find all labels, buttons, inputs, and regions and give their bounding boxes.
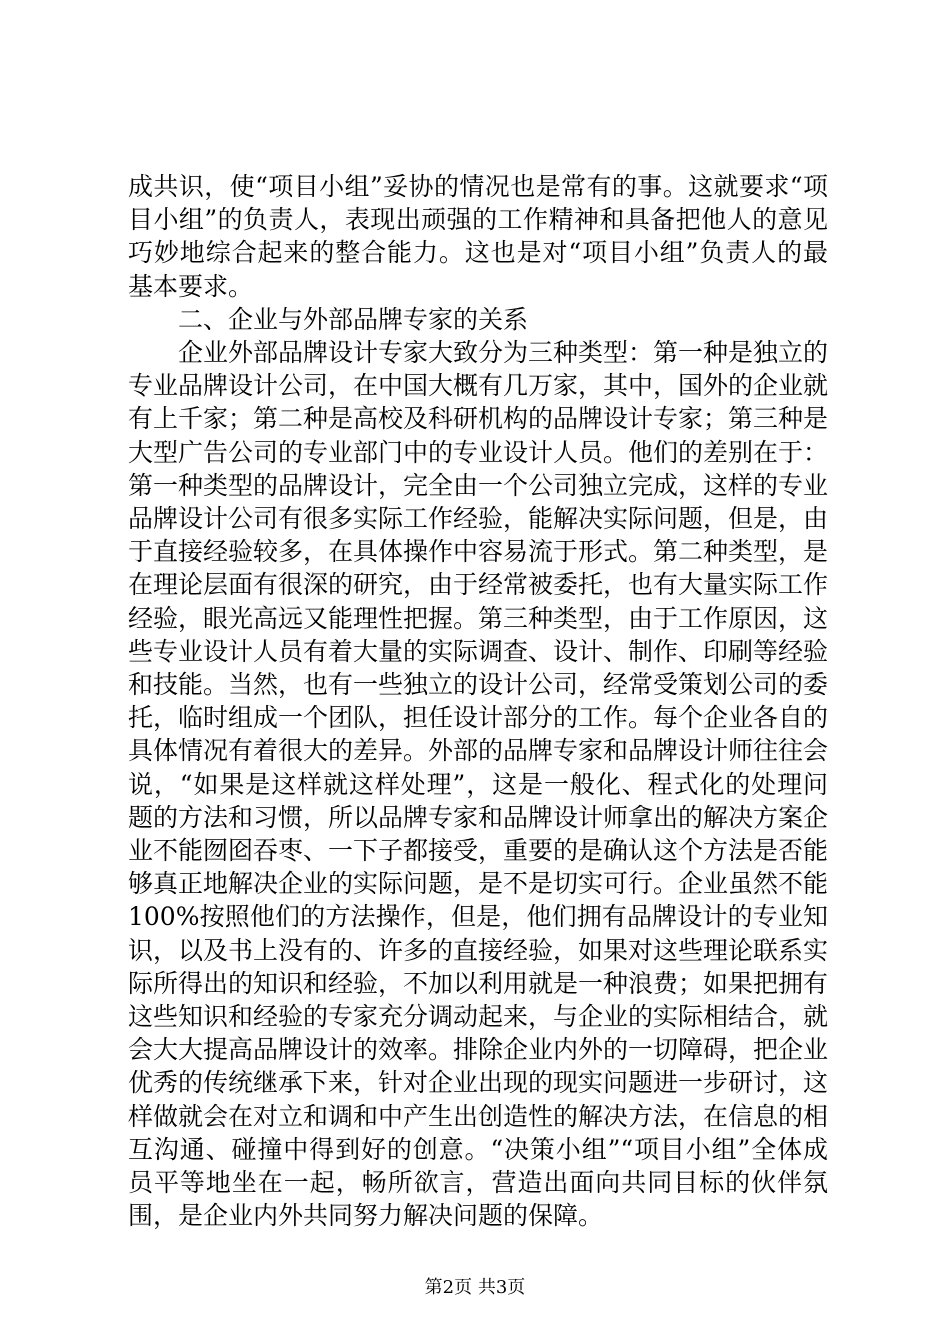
document-body — [128, 170, 828, 1233]
section-heading: 二、企业与外部品牌专家的关系 — [178, 304, 529, 334]
paragraph-continuation: 成共识，使“项目小组”妥协的情况也是常有的事。这就要求“项目小组”的负责人，表现出顽强的工作精神和具备把他人的意见巧妙地综合起来的整合能力。这也是对“项目小组”负责人的最基本要求。 — [128, 172, 828, 301]
page-footer: 第2页 共3页 — [424, 1277, 526, 1298]
paragraph-main: 企业外部品牌设计专家大致分为三种类型：第一种是独立的专业品牌设计公司，在中国大概有几万家，其中，国外的企业就有上千家；第二种是高校及科研机构的品牌设计专家；第三种是大型广告公司的专业部门中的专业设计人员。他们的差别在于：第一种类型的品牌设计，完全由一个公司独立完成，这样的专业品牌设计公司有很多实际工作经验，能解决实际问题，但是，由于直接经验较多，在具体操作中容易流于形式。第二种类型，是在理论层面有很深的研究，由于经常被委托，也有大量实际工作经验，眼光高远又能理性把握。第三种类型，由于工作原因，这些专业设计人员有着大量的实际调查、设计、制作、印刷等经验和技能。当然，也有一些独立的设计公司，经常受策划公司的委托，临时组成一个团队，担任设计部分的工作。每个企业各自的具体情况有着很大的差异。外部的品牌专家和品牌设计师往往会说，“如果是这样就这样处理”，这是一般化、程式化的处理问题的方法和习惯，所以品牌专家和品牌设计师拿出的解决方案企业不能囫囵吞枣、一下子都接受，重要的是确认这个方法是否能够真正地解决企业的实际问题，是不是切实可行。企业虽然不能100%按照他们的方法操作，但是，他们拥有品牌设计的专业知识，以及书上没有的、许多的直接经验，如果对这些理论联系实际所得出的知识和经验，不加以利用就是一种浪费；如果把拥有这些知识和经验的专家充分调动起来，与企业的实际相结合，就会大大提高品牌设计的效率。排除企业内外的一切障碍，把企业优秀的传统继承下来，针对企业出现的现实问题进一步研讨，这样做就会在对立和调和中产生出创造性的解决方法，在信息的相互沟通、碰撞中得到好的创意。“决策小组”“项目小组”全体成员平等地坐在一起，畅所欲言，营造出面向共同目标的伙伴氛围，是企业内外共同努力解决问题的保障。 — [128, 338, 829, 1231]
